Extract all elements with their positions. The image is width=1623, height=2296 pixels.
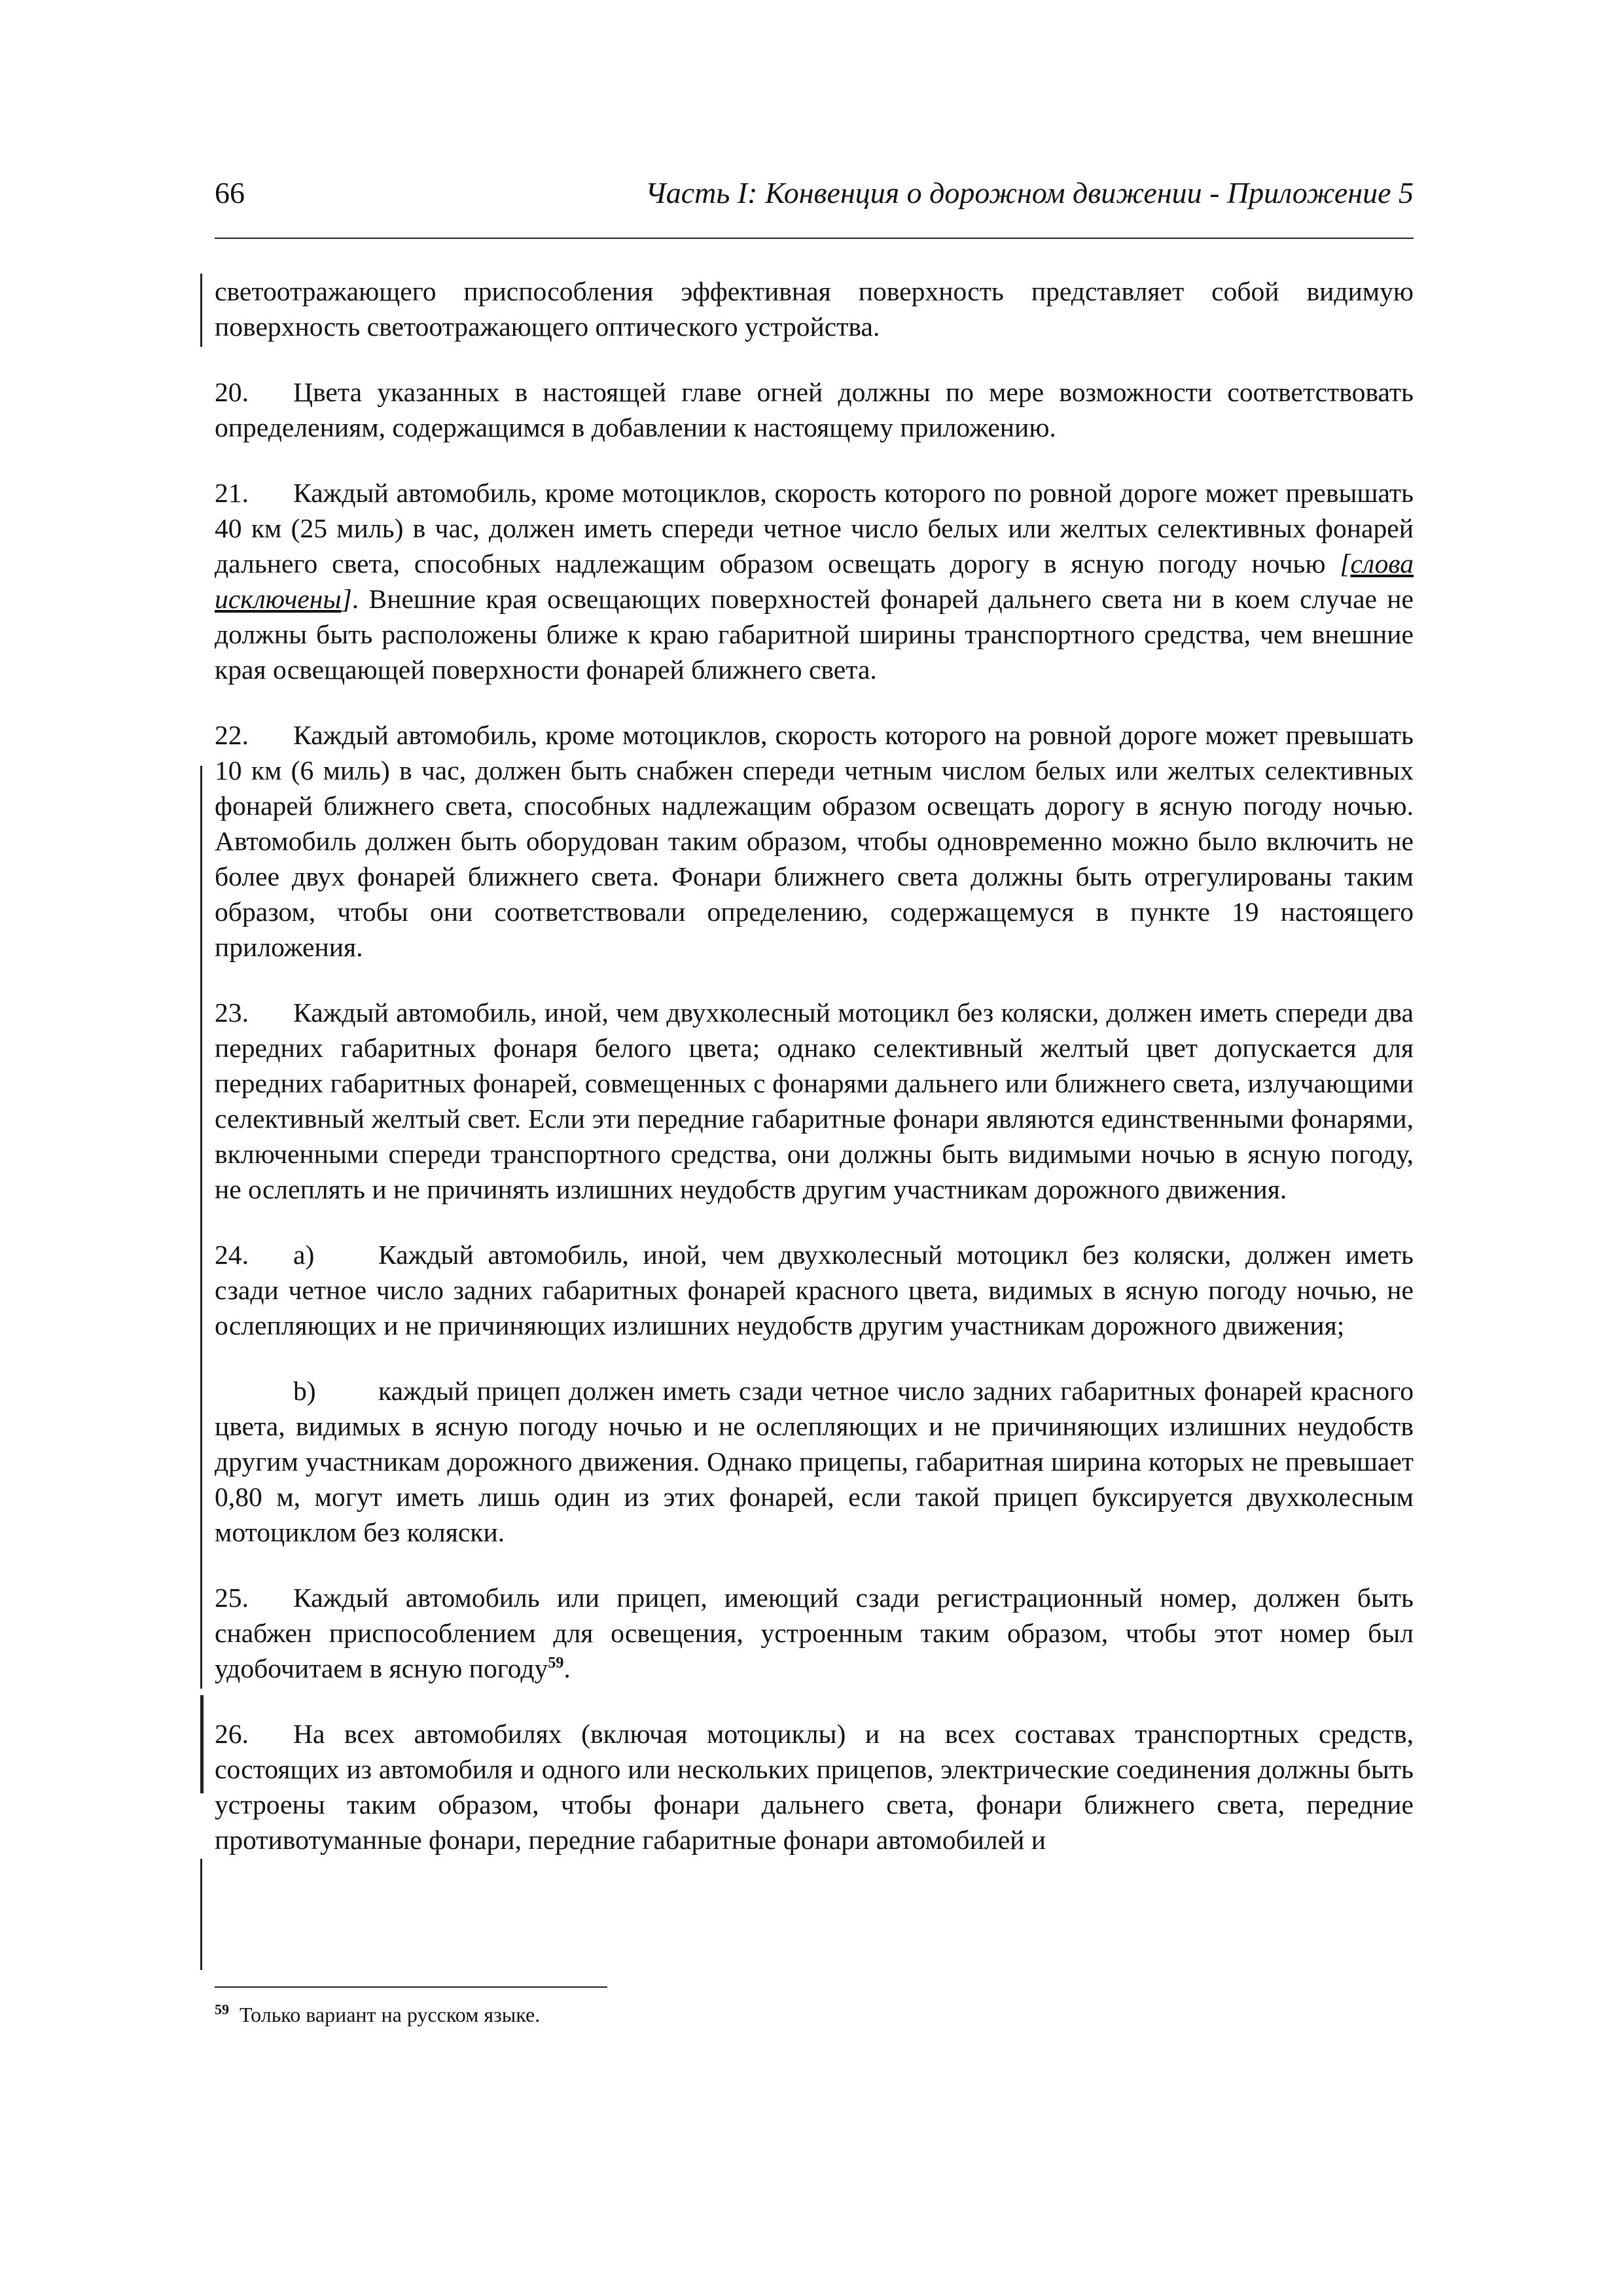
- header-rule: [215, 238, 1414, 239]
- paragraph-text: Каждый автомобиль, кроме мотоциклов, скорость которого по ровной дороге может превышать 40 км (25 миль) в час, должен иметь спереди четное число белых или желтых селективных фонарей дальнего света, способных надлежащим образом освещать дорогу в ясную погоду ночью: [215, 478, 1414, 579]
- paragraph-20: [215, 374, 1414, 445]
- bracket-open: [: [1340, 548, 1351, 579]
- paragraph-number: 26.: [215, 1719, 249, 1749]
- running-title: Часть I: Конвенция о дорожном движении - Приложение 5: [645, 176, 1414, 209]
- change-bar: [200, 1859, 202, 1970]
- footnote-text: Только вариант на русском языке.: [240, 2003, 541, 2026]
- footnote: [215, 2003, 540, 2027]
- paragraph-text: Цвета указанных в настоящей главе огней должны по мере возможности соответствовать определениям, содержащимся в добавлении к настоящему приложению.: [215, 377, 1414, 442]
- paragraph-25: [215, 1580, 1414, 1686]
- paragraph-22: [215, 717, 1414, 965]
- paragraph-text: Каждый автомобиль, иной, чем двухколесный мотоцикл без коляски, должен иметь спереди два передних габаритных фонаря белого цвета; однако селективный желтый цвет допускается для передних габаритных фонарей, совмещенных с фонарями дальнего или ближнего света, излучающими селективный желтый свет. Если эти передние габаритные фонари являются единственными фонарями, включенными спереди транспортного средства, они должны быть видимыми ночью в ясную погоду, не ослеплять и не причинять излишних неудобств другим участникам дорожного движения.: [215, 997, 1414, 1204]
- change-bar: [200, 1695, 204, 1793]
- paragraph-text: Каждый автомобиль, кроме мотоциклов, скорость которого на ровной дороге может превышать 10 км (6 миль) в час, должен быть снабжен спереди четным числом белых или желтых селективных фонарей ближнего света, способных надлежащим образом освещать дорогу в ясную погоду ночью. Автомобиль должен быть оборудован таким образом, чтобы одновременно можно было включить не более двух фонарей ближнего света. Фонари ближнего света должны быть отрегулированы таким образом, чтобы они соответствовали определению, содержащемуся в пункте 19 настоящего приложения.: [215, 720, 1414, 962]
- paragraph-21: [215, 475, 1414, 687]
- paragraph-number: 24.: [215, 1240, 249, 1270]
- footnote-number: 59: [215, 2001, 229, 2018]
- paragraph-number: 25.: [215, 1583, 249, 1613]
- change-bar: [200, 766, 202, 1689]
- subparagraph-letter: b): [293, 1376, 316, 1406]
- paragraph-end: .: [563, 1653, 571, 1683]
- body-text: [215, 274, 1414, 1888]
- paragraph-number: 22.: [215, 720, 249, 750]
- paragraph-text: Каждый автомобиль или прицеп, имеющий сзади регистрационный номер, должен быть снабжен приспособлением для освещения, устроенным таким образом, чтобы этот номер был удобочитаем в ясную погоду: [215, 1583, 1414, 1683]
- paragraph-number: 23.: [215, 997, 249, 1028]
- footnote-rule: [215, 1986, 607, 1988]
- bracket-close: ]: [341, 584, 352, 614]
- page-number: 66: [215, 176, 245, 209]
- deleted-words-text: слова исключены: [215, 548, 1414, 614]
- paragraph-continuation: [215, 274, 1414, 344]
- paragraph-26: [215, 1716, 1414, 1857]
- paragraph-text: светоотражающего приспособления эффективная поверхность представляет собой видимую поверхность светоотражающего оптического устройства.: [215, 276, 1414, 342]
- paragraph-24b: [215, 1373, 1414, 1550]
- paragraph-text: Каждый автомобиль, иной, чем двухколесный мотоцикл без коляски, должен иметь сзади четное число задних габаритных фонарей красного цвета, видимых в ясную погоду ночью, не ослепляющих и не причиняющих излишних неудобств другим участникам дорожного движения;: [215, 1240, 1414, 1340]
- paragraph-text: На всех автомобилях (включая мотоциклы) и на всех составах транспортных средств, состоящих из автомобиля и одного или нескольких прицепов, электрические соединения должны быть устроены таким образом, чтобы фонари дальнего света, фонари ближнего света, передние противотуманные фонари, передние габаритные фонари автомобилей и: [215, 1719, 1414, 1855]
- paragraph-text: . Внешние края освещающих поверхностей фонарей дальнего света ни в коем случае не должны быть расположены ближе к краю габаритной ширины транспортного средства, чем внешние края освещающей поверхности фонарей ближнего света.: [215, 584, 1414, 685]
- subparagraph-letter: a): [293, 1240, 315, 1270]
- paragraph-23: [215, 995, 1414, 1207]
- paragraph-24a: [215, 1237, 1414, 1343]
- page-header: [215, 175, 1414, 221]
- paragraph-number: 21.: [215, 478, 249, 508]
- change-bar: [200, 274, 202, 347]
- footnote-reference[interactable]: 59: [548, 1655, 564, 1672]
- paragraph-number: 20.: [215, 377, 249, 407]
- paragraph-text: каждый прицеп должен иметь сзади четное число задних габаритных фонарей красного цвета, видимых в ясную погоду ночью и не ослепляющих и не причиняющих излишних неудобств другим участникам дорожного движения. Однако прицепы, габаритная ширина которых не превышает 0,80 м, могут иметь лишь один из этих фонарей, если такой прицеп буксируется двухколесным мотоциклом без коляски.: [215, 1376, 1414, 1547]
